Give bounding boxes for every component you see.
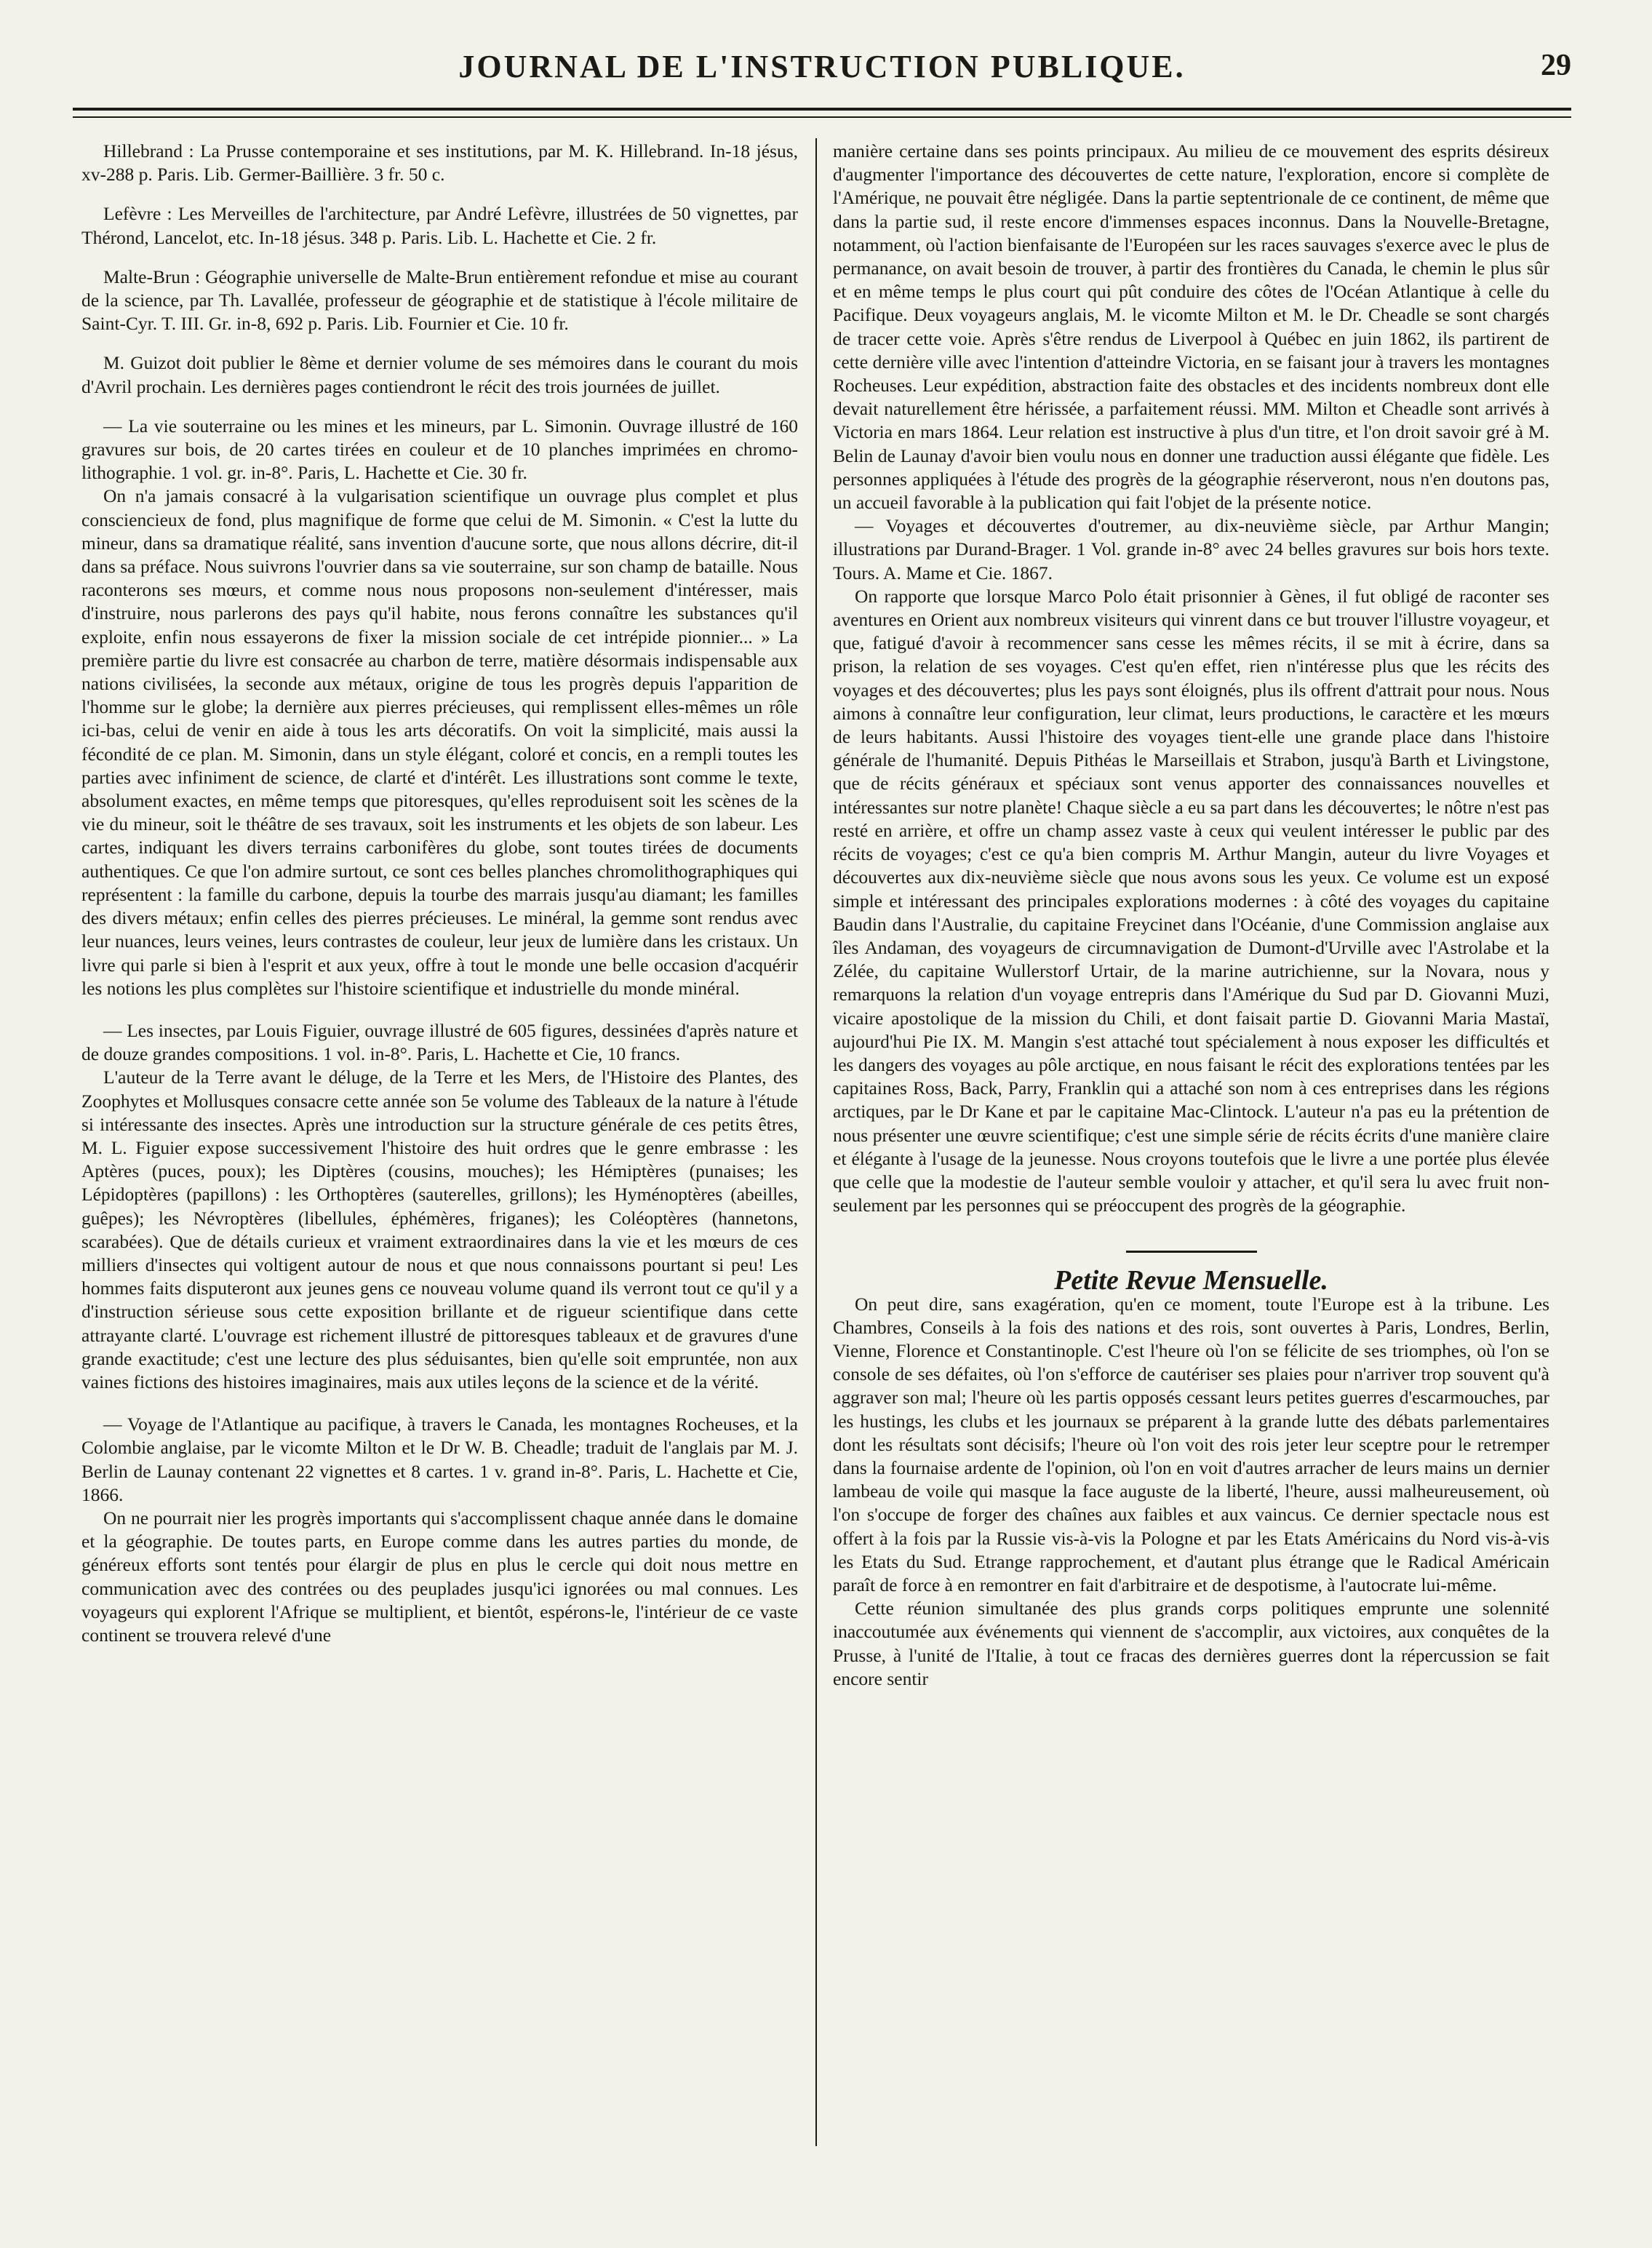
entry-guizot: M. Guizot doit publier le 8ème et dernier volume de ses mémoires dans le courant du mois d'Avril prochain. Les dernières pages contiendront le récit des trois journées de juillet. — [81, 352, 798, 397]
column-divider — [815, 138, 817, 2146]
entry-lefevre: Lefèvre : Les Merveilles de l'architecture, par André Lefèvre, illustrées de 50 vignettes, par Thérond, Lancelot, etc. In-18 jésus. 348 p. Paris. Lib. L. Hachette et Cie. 2 fr. — [81, 203, 798, 248]
page-header — [73, 42, 1571, 100]
review-body-voyage-atlantique: On ne pourrait nier les progrès importants qui s'accomplissent chaque année dans le domaine et la géographie. De toutes parts, en Europe comme dans les autres parties du monde, de généreux efforts sont tentés pour élargir de plus en plus le cercle qui doit nous mettre en communication avec des contrées ou des peuplades jusqu'ici ignorées ou mal connues. Les voyageurs qui explorent l'Afrique se multiplient, et bientôt, espérons-le, l'intérieur de ce vaste continent se trouvera relevé d'une — [81, 1507, 798, 1646]
review-title-voyage-atlantique: — Voyage de l'Atlantique au pacifique, à travers le Canada, les montagnes Rocheuses, et la Colombie anglaise, par le vicomte Milton et le Dr W. B. Cheadle; traduit de l'anglais par M. J. Berlin de Launay contenant 22 vignettes et 8 cartes. 1 v. grand in-8°. Paris, L. Hachette et Cie, 1866. — [81, 1414, 798, 1505]
revue-paragraph-2: Cette réunion simultanée des plus grands corps politiques emprunte une solennité inaccoutumée aux événements qui viennent de s'accomplir, aux victoires, aux conquêtes de la Prusse, à l'unité de l'Italie, à tout ce fracas des dernières guerres dont la répercussion se fait encore sentir — [833, 1598, 1549, 1689]
right-column — [833, 140, 1549, 1691]
review-body-voyage-continued: manière certaine dans ses points principaux. Au milieu de ce mouvement des esprits désireux d'augmenter l'importance des découvertes de cette nature, l'exploration, encore si complète de l'Amérique, ne pouvait être négligée. Dans la partie septentrionale de ce continent, de même que dans la partie sud, il reste encore d'immenses espaces inconnus. Dans la Nouvelle-Bretagne, notamment, où l'action bienfaisante de l'Européen sur les races sauvages s'exerce avec le plus de permanance, on avait besoin de trouver, à partir des frontières du Canada, le chemin le plus sûr et en même temps le plus court qui pût conduire des côtes de l'Océan Atlantique à celle du Pacifique. Deux voyageurs anglais, M. le vicomte Milton et M. le Dr. Cheadle se sont chargés de tracer cette voie. Après s'être rendus de Liverpool à Québec en juin 1862, ils partirent de cette dernière ville avec l'intention d'atteindre Victoria, en se faisant jour à travers les montagnes Rocheuses. Leur expédition, abstraction faite des obstacles et des incidents nombreux dont elle devait naturellement être hérissée, a parfaitement réussi. MM. Milton et Cheadle sont arrivés à Victoria en mars 1864. Leur relation est instructive à plus d'un titre, et l'on droit savoir gré à M. Belin de Launay d'avoir bien voulu nous en donner une traduction aussi élégante que fidèle. Les personnes appliquées à l'étude des progrès de la géographie réserveront, nous n'en doutons pas, un accueil favorable à la publication qui fait l'objet de la présente notice. — [833, 140, 1549, 514]
review-title-vie-souterraine: — La vie souterraine ou les mines et les mineurs, par L. Simonin. Ouvrage illustré de 160 gravures sur bois, de 20 cartes tirées en couleur et de 10 planches imprimées en chromo-lithographie. 1 vol. gr. in-8°. Paris, L. Hachette et Cie. 30 fr. — [81, 415, 798, 484]
journal-title: JOURNAL DE L'INSTRUCTION PUBLIQUE. — [458, 49, 1186, 84]
review-body-mangin: On rapporte que lorsque Marco Polo était prisonnier à Gènes, il fut obligé de raconter ses aventures en Orient aux nombreux visiteurs qui vinrent dans ce but trouver l'illustre voyageur, et que, fatigué d'avoir à recommencer sans cesse les mêmes récits, il se mit à écrire, dans sa prison, la relation de ses voyages. C'est qu'en effet, rien n'intéresse plus que les récits des voyages et des découvertes; plus les pays sont éloignés, plus ils offrent d'attrait pour nous. Nous aimons à connaître leur configuration, leur climat, leurs productions, le caractère et les mœurs de leurs habitants. Aussi l'histoire des voyages tient-elle une grande place dans l'histoire générale de l'humanité. Depuis Pithéas le Marseillais et Strabon, jusqu'à Barth et Livingstone, que de récits généraux et spéciaux sont venus apporter des connaissances nouvelles et intéressantes sur notre planète! Chaque siècle a eu sa part dans les découvertes; le nôtre n'est pas resté en arrière, et offre un champ assez vaste à ceux qui veulent intéresser le public par des récits de voyages; c'est ce qu'a bien compris M. Arthur Mangin, auteur du livre Voyages et découvertes aux dix-neuvième siècle que nous avons sous les yeux. Ce volume est un exposé simple et intéressant des principales explorations modernes : à côté des voyages du capitaine Baudin dans l'Australie, du capitaine Freycinet dans l'Océanie, d'une Commission anglaise aux îles Andaman, des voyageurs de circumnavigation de Dumont-d'Urville avec l'Astrolabe et la Zélée, du capitaine Wullerstorf Urtair, de la marine autrichienne, sur la Novara, nous y remarquons la relation d'un voyage entrepris dans l'Amérique du Sud par D. Giovanni Muzi, vicaire apostolique de la mission du Chili, et dont faisait partie D. Giovanni Maria Mastaï, aujourd'hui Pie IX. M. Mangin s'est attaché tout spécialement à nous exposer les difficultés et les dangers des voyages au pôle arctique, en nous faisant le récit des explorations tentées par les capitaines Ross, Back, Parry, Franklin qui a attaché son nom à ces entreprises dans les régions arctiques, par le Dr Kane et par le capitaine Mac-Clintock. L'auteur n'a pas eu la prétention de nous présenter une œuvre scientifique; c'est une simple série de récits écrits d'une manière claire et élégante à l'usage de la jeunesse. Nous croyons toutefois que le livre a une portée plus élevée que celle que la modestie de l'auteur semble vouloir y attacher, et qu'il sera lu avec fruit non-seulement par les personnes qui se préoccupent des progrès de la géographie. — [833, 585, 1549, 1216]
page-number: 29 — [1541, 49, 1571, 82]
section-title-petite-revue: Petite Revue Mensuelle. — [1054, 1265, 1328, 1296]
header-rule-thin — [73, 116, 1571, 118]
entry-malte-brun: Malte-Brun : Géographie universelle de Malte-Brun entièrement refondue et mise au courant de la science, par Th. Lavallée, professeur de géographie et de statistique à l'école militaire de Saint-Cyr. T. III. Gr. in-8, 692 p. Paris. Lib. Fournier et Cie. 10 fr. — [81, 266, 798, 335]
entry-hillebrand: Hillebrand : La Prusse contemporaine et ses institutions, par M. K. Hillebrand. In-18 jésus, xv-288 p. Paris. Lib. Germer-Baillière. 3 fr. 50 c. — [81, 140, 798, 186]
section-rule — [1126, 1251, 1257, 1253]
review-body-insectes: L'auteur de la Terre avant le déluge, de la Terre et les Mers, de l'Histoire des Plantes, des Zoophytes et Mollusques consacre cette année son 5e volume des Tableaux de la nature à l'étude si intéressante des insectes. Après une introduction sur la structure générale de ces petits êtres, M. L. Figuier expose successivement l'histoire des huit ordres que le genre embrasse : les Aptères (puces, poux); les Diptères (cousins, mouches); les Hémiptères (punaises; les Lépidoptères (papillons) : les Orthoptères (sauterelles, grillons); les Hyménoptères (abeilles, guêpes); les Névroptères (libellules, éphémères, friganes); les Coléoptères (hannetons, scarabées). Que de détails curieux et vraiment extraordinaires dans la vie et les mœurs de ces milliers d'insectes qui voltigent autour de nous et que nous connaissons pourtant si peu! Les hommes faits disputeront aux jeunes gens ce nouveau volume quand ils verront tout ce qu'il y a d'instruction sérieuse sous cette exposition brillante et de rigueur scientifique dans cette attrayante clarté. L'ouvrage est richement illustré de pittoresques tableaux et de gravures d'une grande exactitude; c'est une lecture des plus séduisantes, bien qu'elle soit empruntée, non aux vaines fictions des histoires imaginaires, mais aux utiles leçons de la science et de la vérité. — [81, 1067, 798, 1392]
review-title-mangin: — Voyages et découvertes d'outremer, au dix-neuvième siècle, par Arthur Mangin; illustrations par Durand-Brager. 1 Vol. grande in-8° avec 24 belles gravures sur bois hors texte. Tours. A. Mame et Cie. 1867. — [833, 515, 1549, 583]
revue-paragraph-1: On peut dire, sans exagération, qu'en ce moment, toute l'Europe est à la tribune. Les Chambres, Conseils à la fois des nations et des rois, sont ouvertes à Paris, Londres, Berlin, Vienne, Florence et Constantinople. C'est l'heure où l'on se félicite de ses triomphes, où l'on se console de ses défaites, où l'on s'efforce de cautériser ses plaies pour n'arriver trop souvent qu'à aggraver son mal; l'heure où les partis opposés cessant leurs petites guerres d'escarmouches, par les hustings, les clubs et les journaux se préparent à la grande lutte des débats parlementaires dont les résultats sont décisifs; l'heure où l'on voit des rois jeter leur sceptre pour le retremper dans la fournaise ardente de l'opinion, où l'on en voit d'autres arracher de leurs mains un dernier lambeau de voile qui masque la face auguste de la liberté, l'heure, aussi malheureusement, où l'on s'occupe de forger des chaînes aux faibles et aux vaincus. Ce dernier spectacle nous est offert à la fois par la Russie vis-à-vis la Pologne et par les Etats Américains du Nord vis-à-vis les Etats du Sud. Etrange rapprochement, et d'autant plus étrange que le Radical Américain paraît de force à en remontrer en fait d'arbitraire et de despotisme, à l'autocrate lui-même. — [833, 1293, 1549, 1595]
left-column — [81, 140, 798, 1647]
review-body-vie-souterraine: On n'a jamais consacré à la vulgarisation scientifique un ouvrage plus complet et plus consciencieux de fond, plus magnifique de forme que celui de M. Simonin. « C'est la lutte du mineur, dans sa dramatique réalité, sans invention d'aucune sorte, que nous allons décrire, dit-il dans sa préface. Nous suivrons l'ouvrier dans sa vie souterraine, sur son champ de bataille. Nous raconterons ses mœurs, et comme nous nous proposons non-seulement d'intéresser, mais d'instruire, nous parlerons des pays qu'il habite, nous ferons connaître les substances qu'il exploite, enfin nous essayerons de fixer la mission sociale de cet intrépide pionnier... » La première partie du livre est consacrée au charbon de terre, matière désormais indispensable aux nations civilisées, la seconde aux métaux, origine de tous les progrès depuis l'apparition de l'homme sur le globe; la dernière aux pierres précieuses, qui remplissent elles-mêmes un rôle ici-bas, celui de venir en aide à tous les arts décoratifs. On voit la simplicité, mais aussi la fécondité de ce plan. M. Simonin, dans un style élégant, coloré et concis, en a rempli toutes les parties avec infiniment de science, de clarté et d'intérêt. Les illustrations sont comme le texte, absolument exactes, en même temps que pitoresques, qu'elles reproduisent soit les scènes de la vie du mineur, soit le théâtre de ses travaux, soit les instruments et les objets de son labeur. Les cartes, indiquant les divers terrains carbonifères du globe, sont toutes tirées de documents authentiques. Ce que l'on admire surtout, ce sont ces belles planches chromolithographiques qui représentent : la famille du carbone, depuis la tourbe des marrais jusqu'au diamant; les familles des divers métaux; enfin celles des pierres précieuses. Le minéral, la gemme sont rendus avec leur nuances, leurs veines, leurs contrastes de couleur, leur jeux de lumière dans les cristaux. Un livre qui parle si bien à l'esprit et aux yeux, offre à tout le monde une belle occasion d'acquérir les notions les plus complètes sur l'histoire scientifique et industrielle du monde minéral. — [81, 485, 798, 999]
header-rule-thick — [73, 108, 1571, 111]
review-title-insectes: — Les insectes, par Louis Figuier, ouvrage illustré de 605 figures, dessinées d'après nature et de douze grandes compositions. 1 vol. in-8°. Paris, L. Hachette et Cie, 10 francs. — [81, 1019, 798, 1065]
